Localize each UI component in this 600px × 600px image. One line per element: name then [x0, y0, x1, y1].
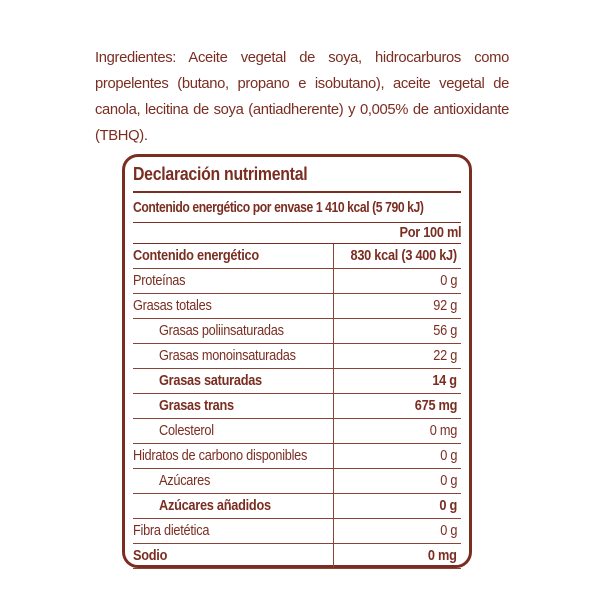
- nutrient-value: 0 g: [333, 269, 461, 293]
- nutrient-label: Sodio: [133, 548, 168, 564]
- nutrient-label: Contenido energético: [133, 248, 259, 264]
- nutrient-value: 0 g: [333, 494, 461, 518]
- nutrition-row: [133, 494, 461, 519]
- nutrition-title-row: [133, 157, 461, 193]
- nutrient-label: Grasas trans: [159, 398, 234, 414]
- nutrient-value: 22 g: [333, 344, 461, 368]
- per-container-row: [133, 193, 461, 223]
- nutrient-value: 56 g: [333, 319, 461, 343]
- nutrition-row: [133, 419, 461, 444]
- nutrition-facts-box: [122, 154, 472, 568]
- nutrition-row: [133, 444, 461, 469]
- nutrient-value: 14 g: [333, 369, 461, 393]
- nutrient-value: 0 g: [333, 519, 461, 543]
- nutrient-label: Colesterol: [159, 423, 214, 439]
- nutrient-label: Grasas monoinsaturadas: [159, 348, 296, 364]
- nutrition-row: [133, 544, 461, 569]
- nutrition-row: [133, 369, 461, 394]
- nutrient-label: Fibra dietética: [133, 523, 210, 539]
- nutrient-value: 92 g: [333, 294, 461, 318]
- nutrient-label: Grasas saturadas: [159, 373, 262, 389]
- nutrient-value: 830 kcal (3 400 kJ): [333, 244, 461, 268]
- nutrient-label: Grasas totales: [133, 298, 212, 314]
- nutrition-row: [133, 244, 461, 269]
- nutrient-value: 0 g: [333, 444, 461, 468]
- nutrition-row: [133, 344, 461, 369]
- nutrient-label: Grasas poliinsaturadas: [159, 323, 284, 339]
- per-container-energy: Contenido energético por envase 1 410 kcal (5 790 kJ): [133, 199, 424, 216]
- nutrient-label: Proteínas: [133, 273, 186, 289]
- nutrient-value: 0 mg: [333, 419, 461, 443]
- nutrition-row: [133, 519, 461, 544]
- nutrient-label: Azúcares añadidos: [159, 498, 271, 514]
- per-100ml-header: Por 100 ml: [399, 225, 461, 241]
- nutrition-row: [133, 269, 461, 294]
- nutrition-table: [133, 244, 461, 569]
- nutrition-row: [133, 319, 461, 344]
- nutrient-value: 0 g: [333, 469, 461, 493]
- nutrient-value: 675 mg: [333, 394, 461, 418]
- nutrition-row: [133, 294, 461, 319]
- nutrition-row: [133, 469, 461, 494]
- nutrition-row: [133, 394, 461, 419]
- nutrient-label: Hidratos de carbono disponibles: [133, 448, 308, 464]
- nutrient-value: 0 mg: [333, 544, 461, 568]
- column-header-row: [133, 223, 461, 244]
- ingredients-paragraph: Ingredientes: Aceite vegetal de soya, hidrocarburos como propelentes (butano, propano e isobutano), aceite vegetal de canola, lecitina de soya (antiadherente) y 0,005% de antioxidante (TBHQ).: [95, 49, 509, 144]
- nutrient-label: Azúcares: [159, 473, 211, 489]
- nutrition-title: Declaración nutrimental: [133, 163, 308, 184]
